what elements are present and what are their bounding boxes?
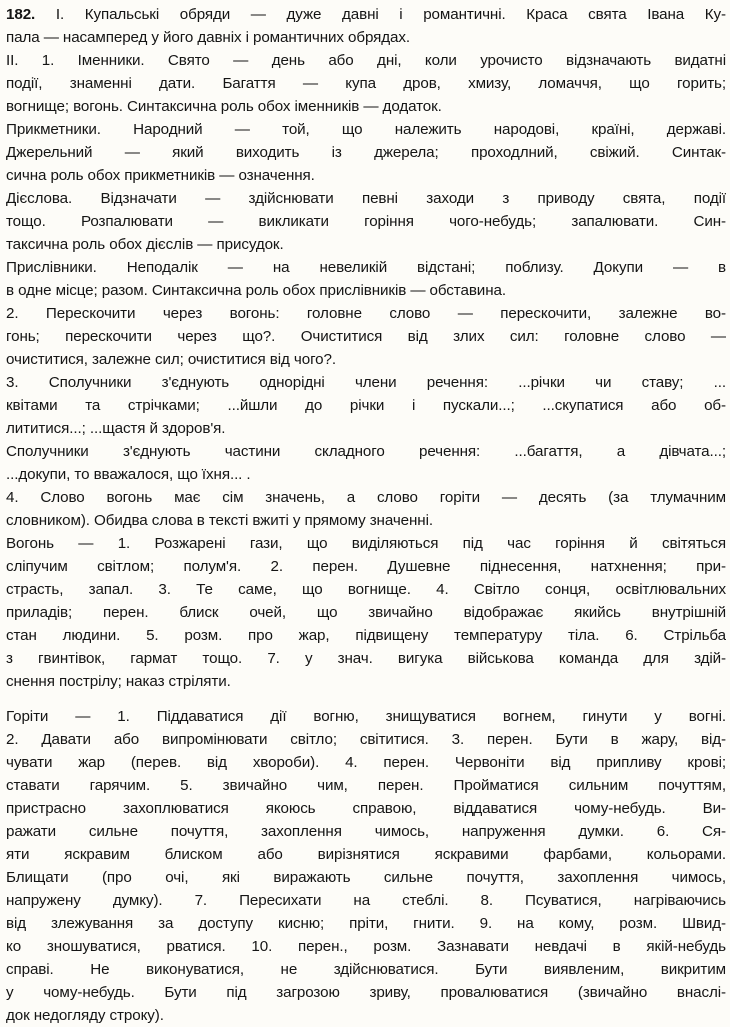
text-line xyxy=(6,843,726,866)
text-line xyxy=(6,532,726,555)
text-line xyxy=(6,26,726,49)
text-line xyxy=(6,118,726,141)
text-line xyxy=(6,1004,726,1027)
line-text: приладів; перен. блиск очей, що звичайно відображає якийсь внутрішній xyxy=(6,604,726,621)
line-text: від злежування за доступу кисню; пріти, гнити. 9. на кому, розм. Швид- xyxy=(6,915,726,932)
text-line xyxy=(6,325,726,348)
text-line xyxy=(6,394,726,417)
text-line xyxy=(6,728,726,751)
line-text: Прикметники. Народний — той, що належить народові, країні, державі. xyxy=(6,121,726,138)
text-line xyxy=(6,774,726,797)
line-text: ко зношуватися, рватися. 10. перен., розм. Зазнавати невдачі в якій-небудь xyxy=(6,938,726,955)
text-line xyxy=(6,3,726,26)
text-line xyxy=(6,705,726,728)
text-line xyxy=(6,164,726,187)
line-text: словником). Обидва слова в тексті вжиті у прямому значенні. xyxy=(6,512,433,529)
line-text: Прислівники. Неподалік — на невеликій відстані; поблизу. Докупи — в xyxy=(6,259,726,276)
line-text: тощо. Розпалювати — викликати горіння чого-небудь; запалювати. Син- xyxy=(6,213,726,230)
text-line xyxy=(6,187,726,210)
text-line xyxy=(6,417,726,440)
text-line xyxy=(6,981,726,1004)
text-line xyxy=(6,509,726,532)
line-text: сліпучим світлом; полум'я. 2. перен. Душевне піднесення, натхнення; при- xyxy=(6,558,726,575)
text-line xyxy=(6,935,726,958)
line-text: Вогонь — 1. Розжарені гази, що виділяються під час горіння й світяться xyxy=(6,535,726,552)
line-text: снення пострілу; наказ стріляти. xyxy=(6,673,231,690)
line-text: сична роль обох прикметників — означення. xyxy=(6,167,315,184)
line-text: яти яскравим блиском або вирізнятися яскравими фарбами, кольорами. xyxy=(6,846,726,863)
text-line xyxy=(6,958,726,981)
line-text: Дієслова. Відзначати — здійснювати певні заходи з приводу свята, події xyxy=(6,190,726,207)
text-line xyxy=(6,210,726,233)
text-line xyxy=(6,912,726,935)
line-text: ражати сильне почуття, захоплення чимось, напруження думки. 6. Ся- xyxy=(6,823,726,840)
text-line xyxy=(6,233,726,256)
line-text: стан людини. 5. розм. про жар, підвищену температуру тіла. 6. Стрільба xyxy=(6,627,726,644)
text-line xyxy=(6,670,726,693)
text-line xyxy=(6,95,726,118)
text-line xyxy=(6,555,726,578)
line-text: гонь; перескочити через що?. Очиститися від злих сил: головне слово — xyxy=(6,328,726,345)
text-line xyxy=(6,348,726,371)
text-line xyxy=(6,647,726,670)
text-line xyxy=(6,751,726,774)
line-text: події, знаменні дати. Багаття — купа дров, хмизу, ломаччя, що горить; xyxy=(6,75,726,92)
line-text: у чому-небудь. Бути під загрозою зриву, провалюватися (звичайно внаслі- xyxy=(6,984,726,1001)
text-line xyxy=(6,49,726,72)
line-text: Блищати (про очі, які виражають сильне почуття, захоплення чимось, xyxy=(6,869,726,886)
text-line xyxy=(6,141,726,164)
text-line xyxy=(6,624,726,647)
line-text: I. Купальські обряди — дуже давні і романтичні. Краса свята Івана Ку- xyxy=(55,6,726,23)
line-text: пристрасно захоплюватися якоюсь справою, віддаватися чому-небудь. Ви- xyxy=(6,800,726,817)
text-line xyxy=(6,820,726,843)
line-text: Сполучники з'єднують частини складного речення: ...багаття, а дівчата...; xyxy=(6,443,726,460)
answer-part-2 xyxy=(6,705,726,1027)
text-line xyxy=(6,797,726,820)
line-text: лититися...; ...щастя й здоров'я. xyxy=(6,420,226,437)
text-line xyxy=(6,279,726,302)
text-line xyxy=(6,866,726,889)
section-gap xyxy=(6,693,726,705)
line-text: таксична роль обох дієслів — присудок. xyxy=(6,236,284,253)
line-text: 2. Давати або випромінювати світло; світитися. 3. перен. Бути в жару, від- xyxy=(6,731,726,748)
line-text: очиститися, залежне сил; очиститися від чого?. xyxy=(6,351,336,368)
line-text: квітами та стрічками; ...йшли до річки і пускали...; ...скупатися або об- xyxy=(6,397,726,414)
line-text: 3. Сполучники з'єднують однорідні члени речення: ...річки чи ставу; ... xyxy=(6,374,726,391)
line-text: вогнище; вогонь. Синтаксична роль обох іменників — додаток. xyxy=(6,98,442,115)
line-text: Горіти — 1. Піддаватися дії вогню, знищуватися вогнем, гинути у вогні. xyxy=(6,708,726,725)
text-line xyxy=(6,486,726,509)
text-line xyxy=(6,256,726,279)
line-text: страсть, запал. 3. Те саме, що вогнище. 4. Світло сонця, освітлювальних xyxy=(6,581,726,598)
exercise-number: 182. xyxy=(6,6,36,23)
text-line xyxy=(6,463,726,486)
line-text: 4. Слово вогонь має сім значень, а слово горіти — десять (за тлумачним xyxy=(6,489,726,506)
line-text: справі. Не виконуватися, не здійснюватися. Бути виявленим, викритим xyxy=(6,961,726,978)
line-text: з гвинтівок, гармат тощо. 7. у знач. вигука військова команда для здій- xyxy=(6,650,726,667)
line-text: напружену думку). 7. Пересихати на стеблі. 8. Псуватися, нагріваючись xyxy=(6,892,726,909)
line-text: чувати жар (перев. від хвороби). 4. перен. Червоніти від припливу крові; xyxy=(6,754,726,771)
line-text: II. 1. Іменники. Свято — день або дні, коли урочисто відзначають видатні xyxy=(6,52,726,69)
answer-part-1 xyxy=(6,3,726,693)
line-text: Джерельний — який виходить із джерела; проходлний, свіжий. Синтак- xyxy=(6,144,726,161)
line-text: в одне місце; разом. Синтаксична роль обох прислівників — обставина. xyxy=(6,282,506,299)
text-line xyxy=(6,371,726,394)
line-text: ставати гарячим. 5. звичайно чим, перен. Пройматися сильним почуттям, xyxy=(6,777,726,794)
text-line xyxy=(6,72,726,95)
line-text: пала — насамперед у його давніх і романтичних обрядах. xyxy=(6,29,410,46)
text-line xyxy=(6,440,726,463)
line-text: ...докупи, то вважалося, що їхня... . xyxy=(6,466,251,483)
text-line xyxy=(6,302,726,325)
text-line xyxy=(6,578,726,601)
line-text: 2. Перескочити через вогонь: головне слово — перескочити, залежне во- xyxy=(6,305,726,322)
text-line xyxy=(6,601,726,624)
line-text: док недогляду строку). xyxy=(6,1007,164,1024)
text-line xyxy=(6,889,726,912)
